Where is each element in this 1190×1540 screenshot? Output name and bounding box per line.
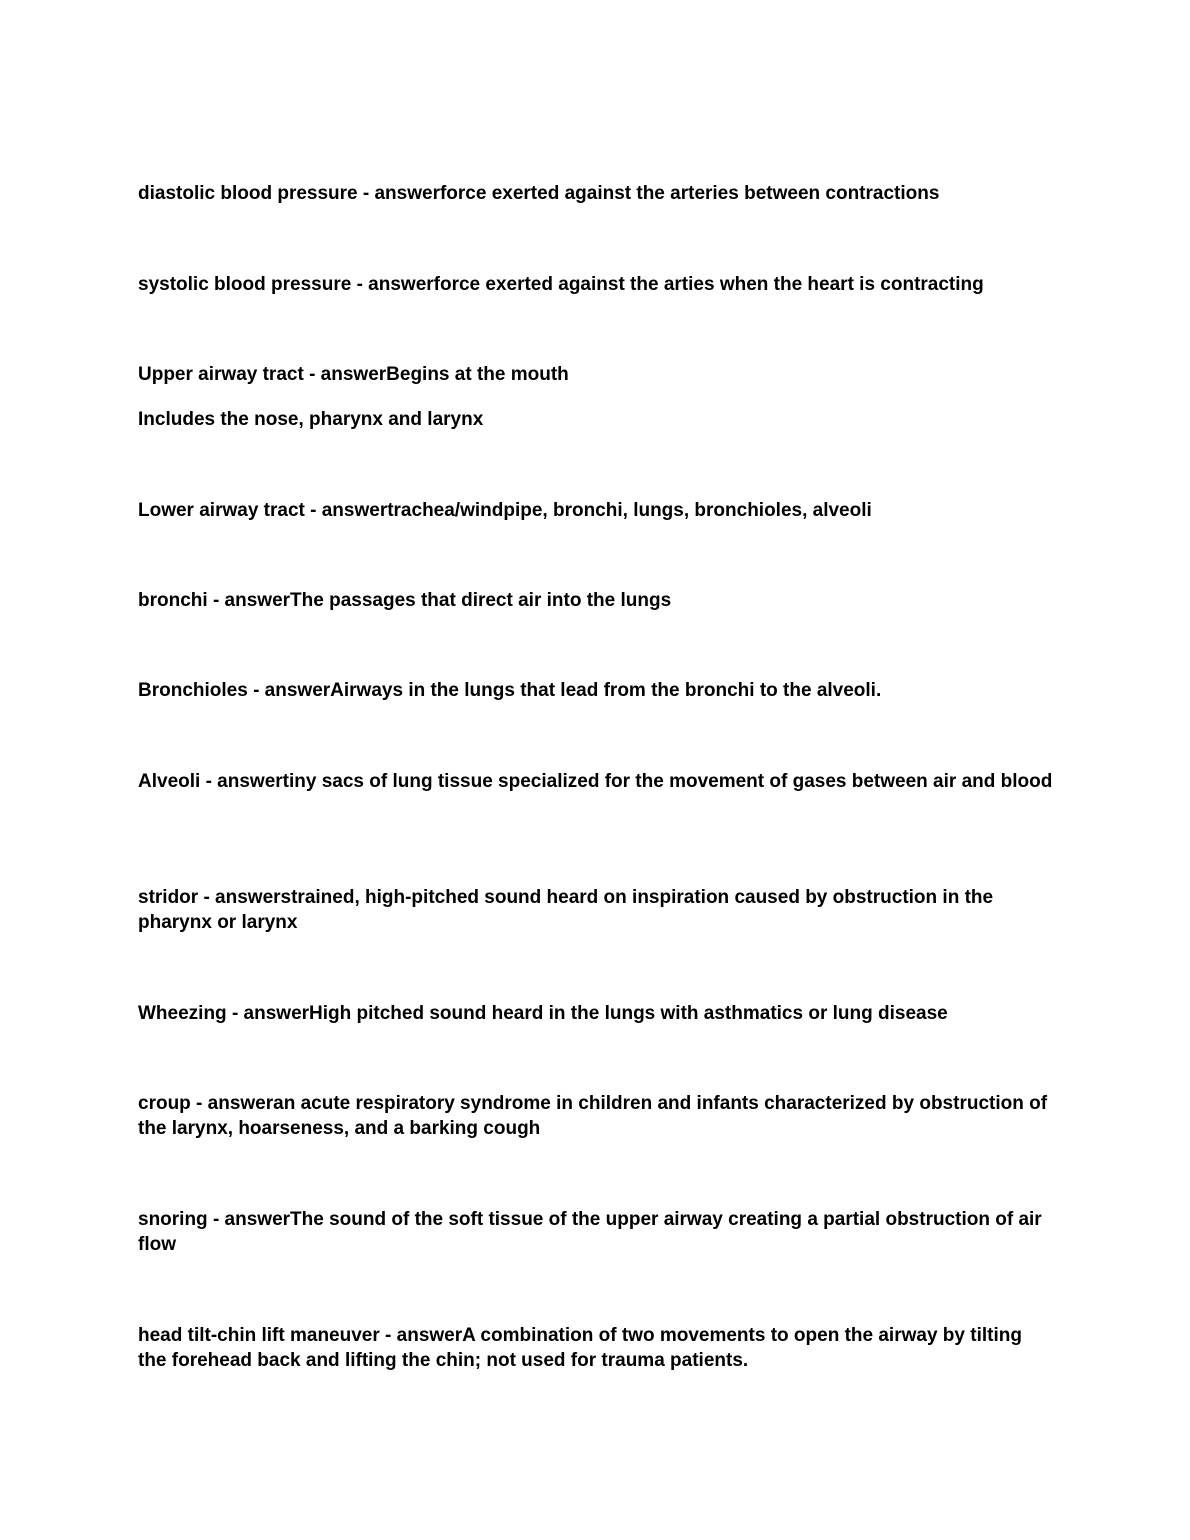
entry-head-tilt-chin-lift (138, 1323, 1053, 1373)
entry-text: head tilt-chin lift maneuver - answerA combination of two movements to open the airway by tilting the forehead back and lifting the chin; not used for trauma patients. (138, 1325, 1022, 1371)
entry-alveoli (138, 769, 1053, 794)
entry-bronchi (138, 588, 1053, 613)
entry-text: diastolic blood pressure - answerforce exerted against the arteries between contractions (138, 183, 940, 204)
entry-text: bronchi - answerThe passages that direct air into the lungs (138, 590, 672, 611)
entry-stridor (138, 885, 1053, 935)
entry-text: Wheezing - answerHigh pitched sound heard in the lungs with asthmatics or lung disease (138, 1003, 948, 1024)
entry-croup (138, 1091, 1053, 1141)
entry-text: Bronchioles - answerAirways in the lungs that lead from the bronchi to the alveoli. (138, 680, 882, 701)
entry-systolic-blood-pressure (138, 272, 1053, 297)
entry-lower-airway-tract (138, 498, 1053, 523)
entry-text: Lower airway tract - answertrachea/windpipe, bronchi, lungs, bronchioles, alveoli (138, 500, 872, 521)
entry-text: Upper airway tract - answerBegins at the mouth (138, 364, 569, 385)
entry-text: stridor - answerstrained, high-pitched sound heard on inspiration caused by obstruction in the pharynx or larynx (138, 887, 994, 933)
entry-wheezing (138, 1001, 1053, 1026)
entry-diastolic-blood-pressure (138, 181, 1053, 206)
entry-text: Alveoli - answertiny sacs of lung tissue specialized for the movement of gases between air and blood (138, 771, 1053, 792)
entry-text: snoring - answerThe sound of the soft tissue of the upper airway creating a partial obstruction of air flow (138, 1209, 1042, 1255)
entry-text: systolic blood pressure - answerforce exerted against the arties when the heart is contracting (138, 274, 984, 295)
entry-snoring (138, 1207, 1053, 1257)
entry-upper-airway-tract (138, 362, 1053, 432)
entry-text-continuation: Includes the nose, pharynx and larynx (138, 409, 484, 430)
entry-bronchioles (138, 678, 1053, 703)
entry-text: croup - answeran acute respiratory syndrome in children and infants characterized by obstruction of the larynx, hoarseness, and a barking cough (138, 1093, 1048, 1139)
